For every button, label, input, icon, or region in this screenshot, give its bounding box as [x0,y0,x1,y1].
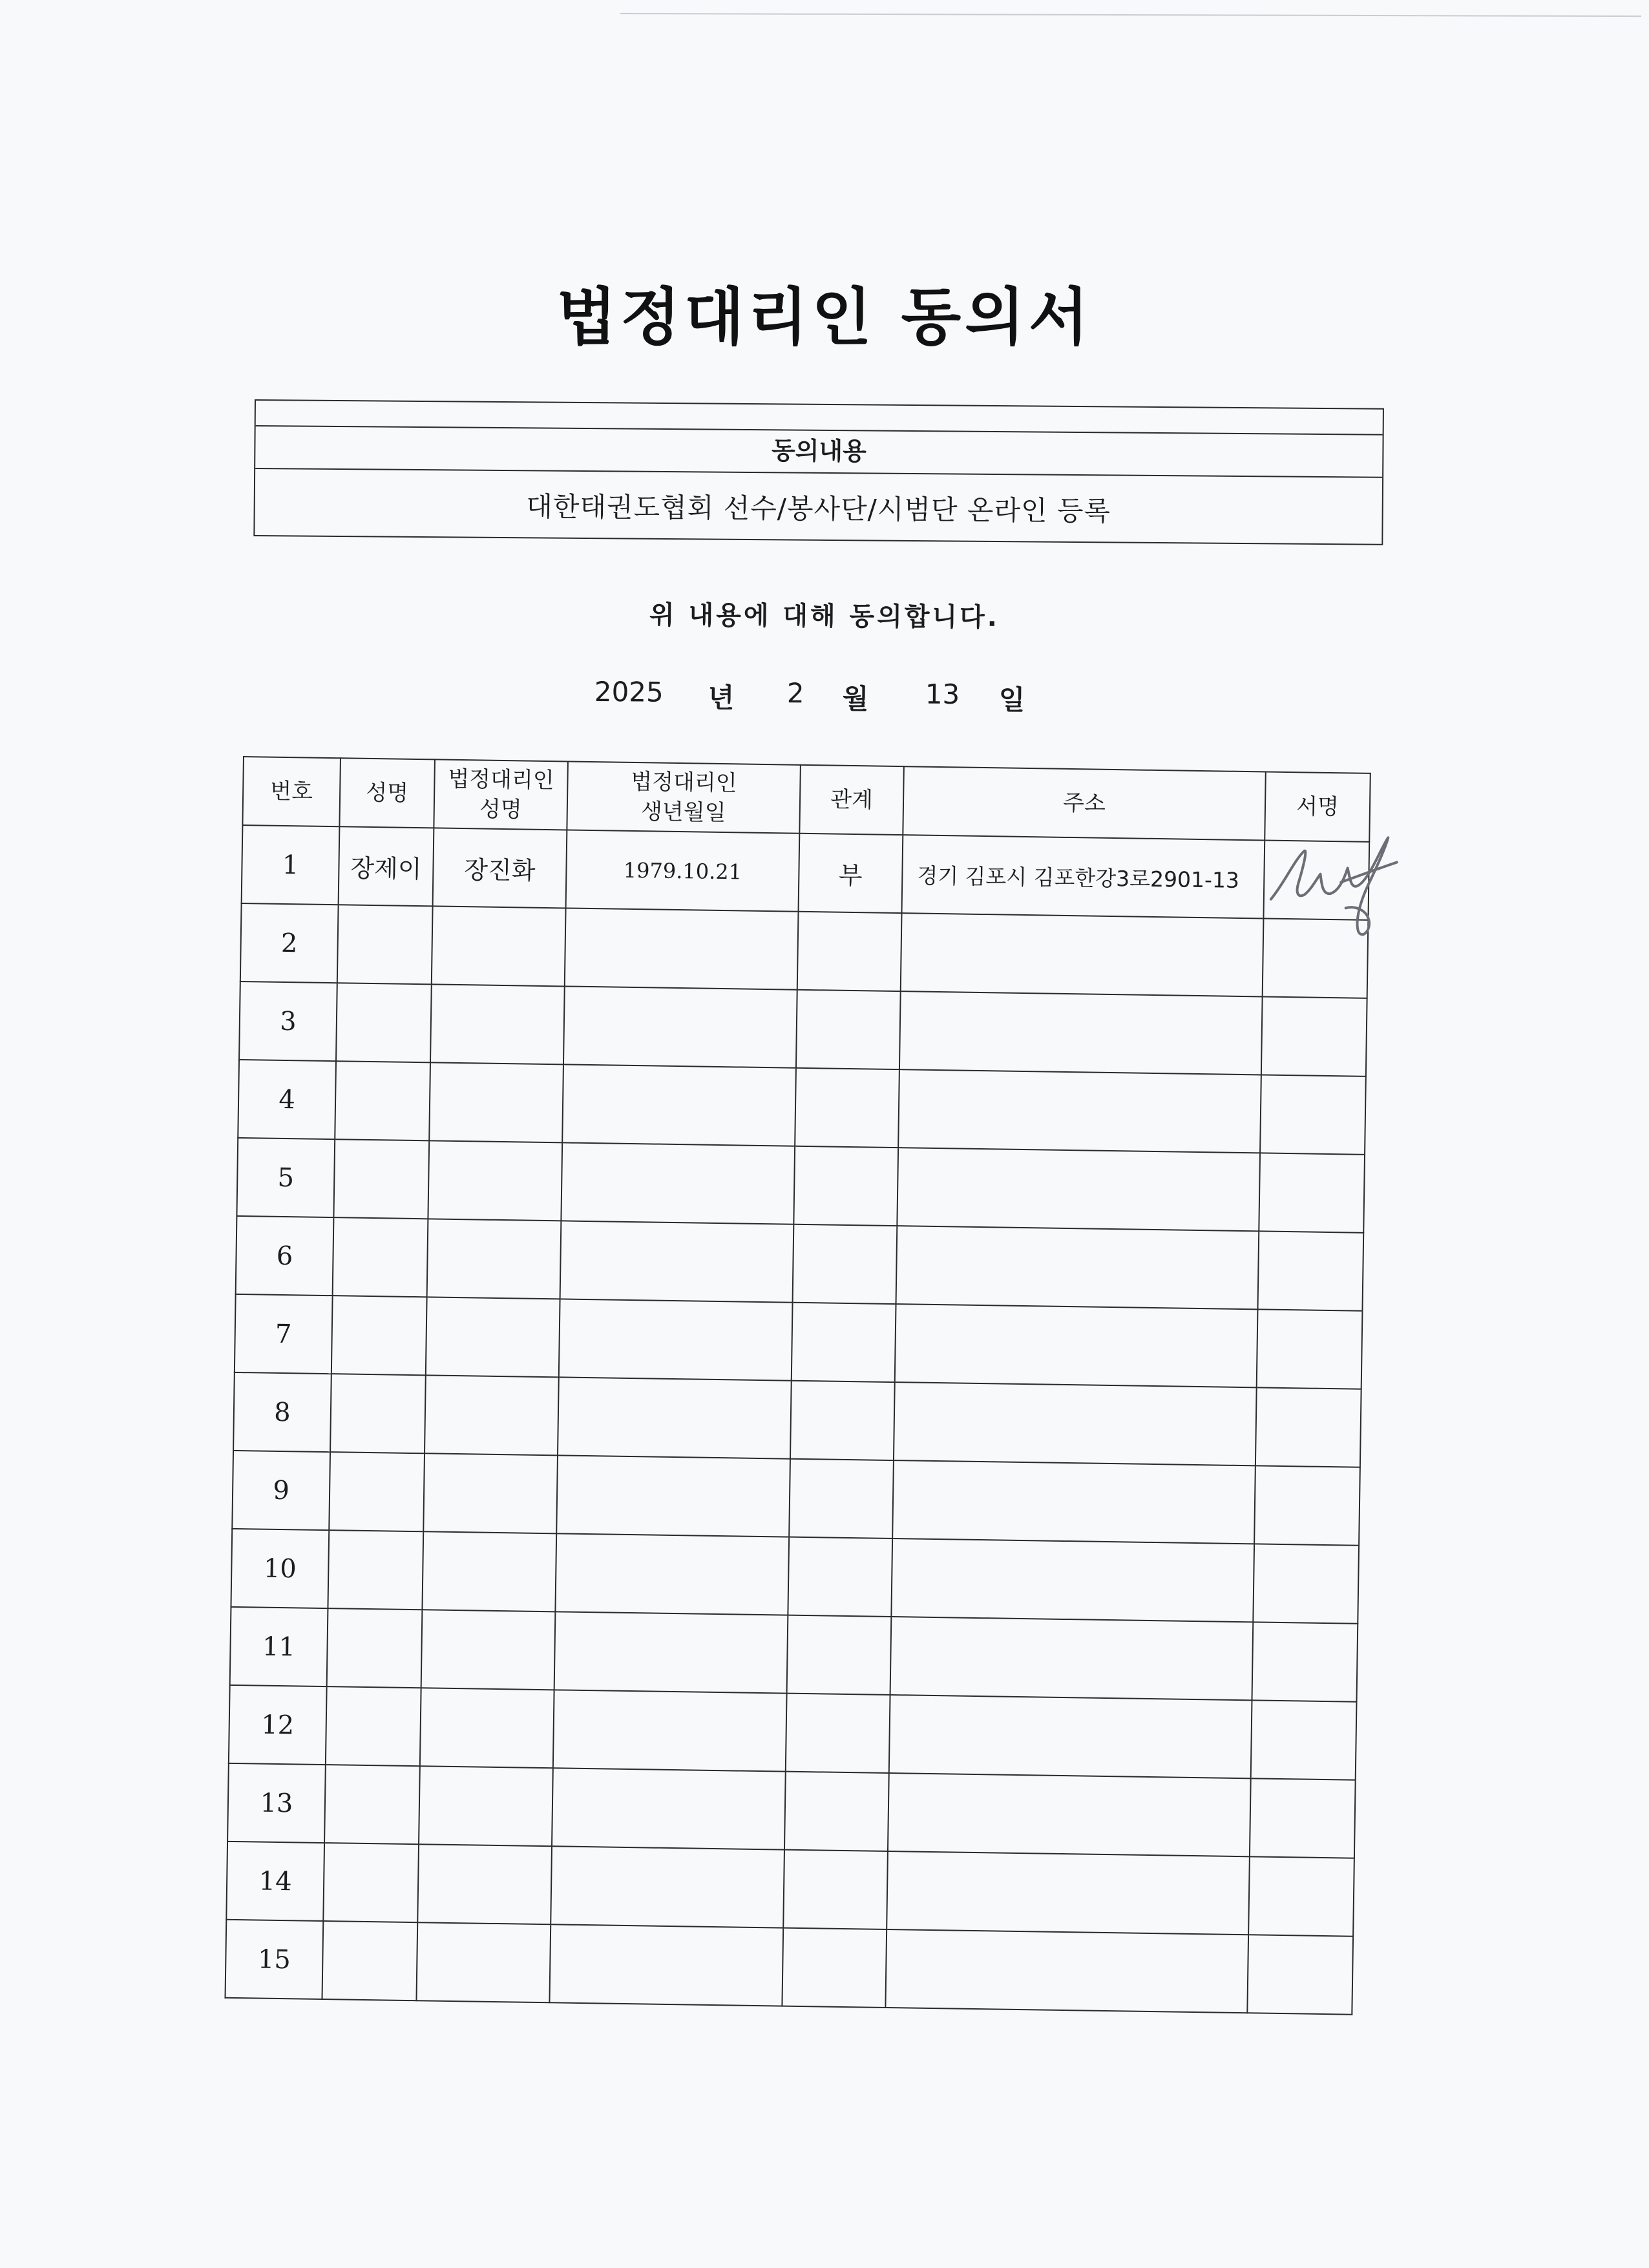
row-guardian-birth [562,1064,796,1146]
row-address [899,991,1263,1075]
consent-content-text: 대한태권도협회 선수/봉사단/시범단 온라인 등록 [526,490,1111,527]
table-row [225,1920,1353,2015]
row-signature [1253,1544,1359,1623]
row-signature [1255,1387,1361,1467]
consent-content-box [253,399,1384,545]
row-address [885,1929,1248,2013]
row-guardian-name [422,1531,556,1612]
row-guardian-name [421,1610,556,1690]
row-signature [1251,1700,1357,1780]
row-relation [793,1224,898,1304]
row-number: 11 [230,1607,328,1686]
row-number: 8 [233,1372,331,1452]
row-name [331,1296,427,1375]
row-relation [795,1068,899,1148]
row-number: 14 [226,1842,324,1921]
row-address [888,1773,1251,1856]
header-signature: 서명 [1265,772,1371,841]
row-guardian-birth [551,1846,784,1927]
row-guardian-name [430,984,565,1064]
row-signature [1247,1935,1353,2014]
header-guardian-name-line1: 법정대리인 [448,766,554,794]
row-guardian-name [429,1062,563,1142]
row-guardian-birth: 1979.10.21 [566,830,800,911]
row-guardian-birth [549,1924,783,2006]
row-name [327,1608,423,1688]
row-relation [792,1303,896,1382]
row-name [322,1921,417,2000]
row-address [897,1148,1260,1231]
row-guardian-birth [556,1455,790,1537]
date-year-unit: 년 [708,682,735,714]
row-name [329,1452,425,1531]
row-address [890,1617,1254,1700]
row-address [894,1382,1257,1465]
row-number: 3 [239,982,337,1061]
header-name: 성명 [339,758,435,828]
header-guardian-name-line2: 성명 [479,796,522,823]
row-signature [1257,1309,1363,1389]
row-address [889,1695,1252,1778]
row-relation [788,1537,892,1617]
row-number: 12 [229,1685,327,1765]
row-signature [1259,1153,1365,1232]
row-relation [797,912,902,991]
row-guardian-birth [560,1221,794,1302]
row-guardian-birth [563,986,797,1067]
consent-content-header: 동의내용 [255,425,1382,478]
row-address: 경기 김포시 김포한강3로2901-13 [902,835,1265,918]
row-guardian-birth [559,1299,793,1380]
header-guardian-birth [567,761,801,833]
row-guardian-name [426,1297,560,1377]
row-signature [1261,996,1367,1076]
row-address [901,913,1264,996]
header-number: 번호 [242,757,341,826]
row-number: 9 [232,1451,330,1530]
row-guardian-name [423,1453,558,1533]
row-relation [793,1146,898,1226]
row-number: 7 [235,1294,333,1374]
row-address [892,1460,1255,1544]
row-guardian-birth [552,1768,786,1849]
row-name [337,905,433,984]
handwritten-signature-icon [1257,821,1408,952]
row-address [896,1226,1259,1309]
row-guardian-name [428,1140,562,1221]
header-address: 주소 [903,766,1266,840]
row-signature [1257,1231,1363,1310]
row-name [326,1686,421,1766]
row-number: 15 [225,1920,323,1999]
row-relation [784,1772,889,1851]
agree-statement: 위 내용에 대해 동의합니다. [649,600,1000,633]
date-day-unit: 일 [998,684,1025,716]
row-relation [789,1459,894,1538]
row-number: 1 [242,825,340,905]
row-name [330,1374,426,1453]
row-name: 장제이 [339,826,434,906]
row-relation [796,990,901,1069]
scan-edge-line [620,13,1641,17]
row-address [887,1851,1250,1935]
row-relation [786,1694,890,1773]
row-signature [1263,840,1369,919]
row-guardian-name [420,1688,554,1768]
row-relation [782,1928,887,2008]
row-signature [1250,1778,1356,1858]
row-address [891,1538,1254,1622]
header-guardian-birth-line2: 생년월일 [640,799,726,826]
date-month: 2 [786,677,804,709]
row-guardian-name [427,1219,562,1299]
row-guardian-birth [561,1142,795,1224]
document-title: 법정대리인 동의서 [556,281,1093,353]
row-guardian-name: 장진화 [433,828,567,908]
row-guardian-birth [558,1377,792,1458]
row-name [336,983,432,1062]
row-relation: 부 [799,834,903,913]
row-guardian-name [419,1766,553,1846]
guardian-table-wrap [224,756,1369,2015]
date-year: 2025 [594,676,664,708]
row-number: 4 [238,1060,336,1139]
date-day: 13 [925,678,960,710]
header-relation: 관계 [799,765,904,835]
guardian-table [224,756,1371,2015]
row-guardian-name [425,1375,559,1455]
header-guardian-name [434,759,568,830]
header-guardian-birth-line1: 법정대리인 [631,768,737,797]
row-name [335,1061,430,1140]
row-guardian-birth [554,1612,788,1693]
row-guardian-birth [553,1690,787,1771]
row-number: 10 [231,1529,329,1608]
row-guardian-birth [565,908,799,989]
row-number: 5 [236,1138,335,1217]
row-name [333,1139,429,1219]
row-name [328,1530,423,1610]
row-name [323,1843,419,1922]
row-signature [1252,1622,1358,1701]
date-month-unit: 월 [842,682,869,715]
row-address [895,1304,1258,1387]
row-number: 6 [236,1216,334,1296]
row-guardian-birth [555,1533,789,1615]
row-relation [783,1850,888,1929]
row-name [324,1765,420,1844]
row-number: 13 [227,1763,326,1843]
row-relation [790,1381,895,1460]
row-guardian-name [416,1922,551,2002]
row-address [898,1069,1261,1153]
row-signature [1248,1856,1354,1936]
row-guardian-name [432,906,566,986]
row-name [333,1217,428,1297]
row-guardian-name [417,1844,552,1924]
row-signature [1254,1465,1360,1545]
row-number: 2 [240,903,339,983]
row-signature [1260,1075,1366,1154]
row-relation [787,1615,892,1695]
